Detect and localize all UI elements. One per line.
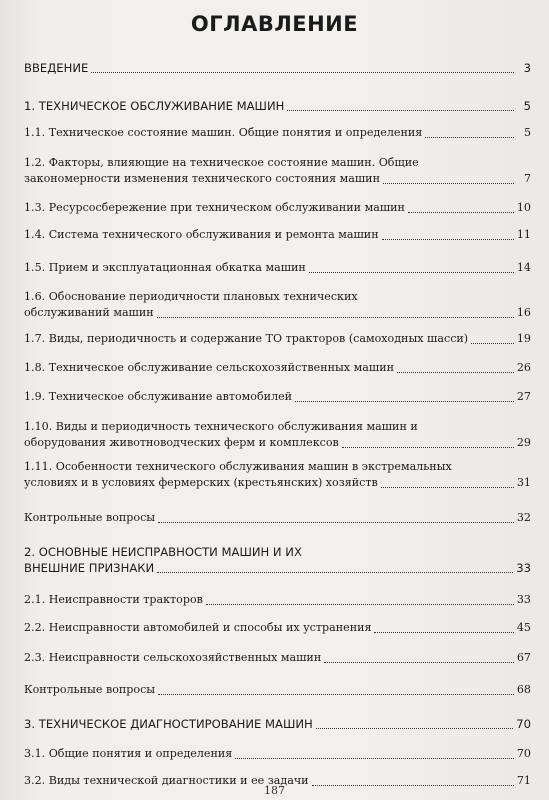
toc-entry-page: 67 [516,651,531,664]
toc-entry[interactable] [24,331,531,347]
toc-entry-line [24,125,531,141]
toc-entry-text: 1.3. Ресурсосбережение при техническом обслуживании машин [24,201,405,214]
toc-entry-text: Контрольные вопросы [24,683,156,696]
page-number: 187 [264,784,285,797]
toc-entry-text: 1.1. Техническое состояние машин. Общие понятия и определения [24,126,423,139]
dot-leader [408,212,514,213]
toc-entry-page: 19 [516,332,531,345]
toc-entry[interactable] [24,682,531,698]
toc-entry-page: 5 [523,99,531,113]
toc-entry-text: 3.1. Общие понятия и определения [24,747,233,760]
toc-entry-page: 70 [516,747,531,760]
toc-entry-line [24,650,531,666]
toc-entry[interactable] [24,227,531,243]
dot-leader [157,317,514,318]
toc-entry-text: закономерности изменения технического состояния машин [24,172,380,185]
toc-entry[interactable] [24,459,531,491]
toc-entry-text: 1.10. Виды и периодичность технического обслуживания машин и [24,420,418,433]
toc-entry-page: 70 [516,717,531,731]
toc-entry-line [24,60,531,76]
toc-entry-text: ВНЕШНИЕ ПРИЗНАКИ [24,561,155,575]
toc-entry[interactable] [24,200,531,216]
toc-entry-text: 1.2. Факторы, влияющие на техническое состояние машин. Общие [24,156,419,169]
dot-leader [158,694,514,695]
toc-entry-text: 1.4. Система технического обслуживания и ремонта машин [24,228,379,241]
toc-entry-page: 33 [516,593,531,606]
dot-leader [382,239,514,240]
toc-entry-page: 7 [523,172,531,185]
toc-entry[interactable] [24,419,531,451]
dot-leader [471,343,514,344]
toc-entry-text: оборудования животноводческих ферм и комплексов [24,436,339,449]
toc-entry-page: 27 [516,390,531,403]
toc-entry-line [24,746,531,762]
toc-entry-page: 26 [516,361,531,374]
toc-entry-page: 68 [516,683,531,696]
dot-leader [295,401,514,402]
toc-entry-page: 11 [516,228,531,241]
toc-entry-line [24,360,531,376]
dot-leader [287,110,514,111]
toc-entry-page: 10 [516,201,531,214]
toc-entry[interactable] [24,510,531,526]
toc-entry-text: 1.7. Виды, периодичность и содержание ТО тракторов (самоходных шасси) [24,332,469,345]
toc-entry-page: 31 [516,476,531,489]
toc-entry[interactable] [24,98,531,114]
dot-leader [235,758,514,759]
toc-entry-line [24,200,531,216]
toc-entry-line [24,592,531,608]
toc-entry-text: 1.5. Прием и эксплуатационная обкатка машин [24,261,306,274]
toc-entry-text: Контрольные вопросы [24,511,156,524]
toc-entry[interactable] [24,544,531,576]
toc-entry-page: 32 [516,511,531,524]
toc-entry-page: 14 [516,261,531,274]
toc-entry-text: 1.8. Техническое обслуживание сельскохозяйственных машин [24,361,394,374]
toc-entry-line [24,260,531,276]
dot-leader [397,372,514,373]
toc-entry-text: 3. ТЕХНИЧЕСКОЕ ДИАГНОСТИРОВАНИЕ МАШИН [24,717,313,731]
dot-leader [91,72,514,73]
toc-entry-text: 1. ТЕХНИЧЕСКОЕ ОБСЛУЖИВАНИЕ МАШИН [24,99,285,113]
toc-entry-line [24,305,531,321]
toc-entry-text: 2.2. Неисправности автомобилей и способы их устранения [24,621,372,634]
dot-leader [381,487,514,488]
toc-entry-line [24,716,531,732]
toc-entry-text: ВВЕДЕНИЕ [24,61,89,75]
toc-entry-page: 45 [516,621,531,634]
toc-entry-page: 16 [516,306,531,319]
toc-entry-text: 2.1. Неисправности тракторов [24,593,203,606]
toc-entry-page: 29 [516,436,531,449]
dot-leader [374,632,513,633]
toc-entry-line [24,171,531,187]
toc-entry[interactable] [24,360,531,376]
toc-entry-line [24,475,531,491]
toc-entry[interactable] [24,60,531,76]
dot-leader [324,662,514,663]
toc-entry-text: обслуживаний машин [24,306,154,319]
toc-entry[interactable] [24,746,531,762]
dot-leader [309,272,514,273]
dot-leader [158,522,514,523]
toc-entry[interactable] [24,389,531,405]
dot-leader [383,183,514,184]
toc-entry-text: 1.6. Обоснование периодичности плановых технических [24,290,358,303]
toc-entry-line [24,331,531,347]
toc-entry-line [24,227,531,243]
toc-entry-line [24,682,531,698]
dot-leader [425,137,514,138]
toc-entry-text: условиях и в условиях фермерских (крестьянских) хозяйств [24,476,378,489]
toc-entry-text: 1.9. Техническое обслуживание автомобилей [24,390,293,403]
toc-entry-line [24,620,531,636]
toc-entry-page: 33 [516,561,531,575]
toc-entry-page: 3 [523,61,531,75]
toc-entry[interactable] [24,260,531,276]
toc-entry[interactable] [24,155,531,187]
toc-entry[interactable] [24,716,531,732]
toc-entry-line [24,560,531,576]
toc-entry-line [24,389,531,405]
dot-leader [206,604,514,605]
toc-entry[interactable] [24,125,531,141]
toc-entry-page: 71 [516,774,531,787]
toc-entry[interactable] [24,620,531,636]
toc-entry-text: 2.3. Неисправности сельскохозяйственных машин [24,651,322,664]
page-title: ОГЛАВЛЕНИЕ [190,12,359,36]
toc-entry-line [24,98,531,114]
toc-entry-line [24,510,531,526]
toc-entry-text: 2. ОСНОВНЫЕ НЕИСПРАВНОСТИ МАШИН И ИХ [24,545,302,559]
dot-leader [342,447,514,448]
toc-entry[interactable] [24,650,531,666]
toc-entry-line [24,435,531,451]
dot-leader [316,728,513,729]
toc-entry-text: 3.2. Виды технической диагностики и ее задачи [24,774,309,787]
dot-leader [157,572,513,573]
toc-entry[interactable] [24,289,531,321]
toc-entry-page: 5 [523,126,531,139]
toc-entry[interactable] [24,592,531,608]
toc-entry-text: 1.11. Особенности технического обслуживания машин в экстремальных [24,460,452,473]
